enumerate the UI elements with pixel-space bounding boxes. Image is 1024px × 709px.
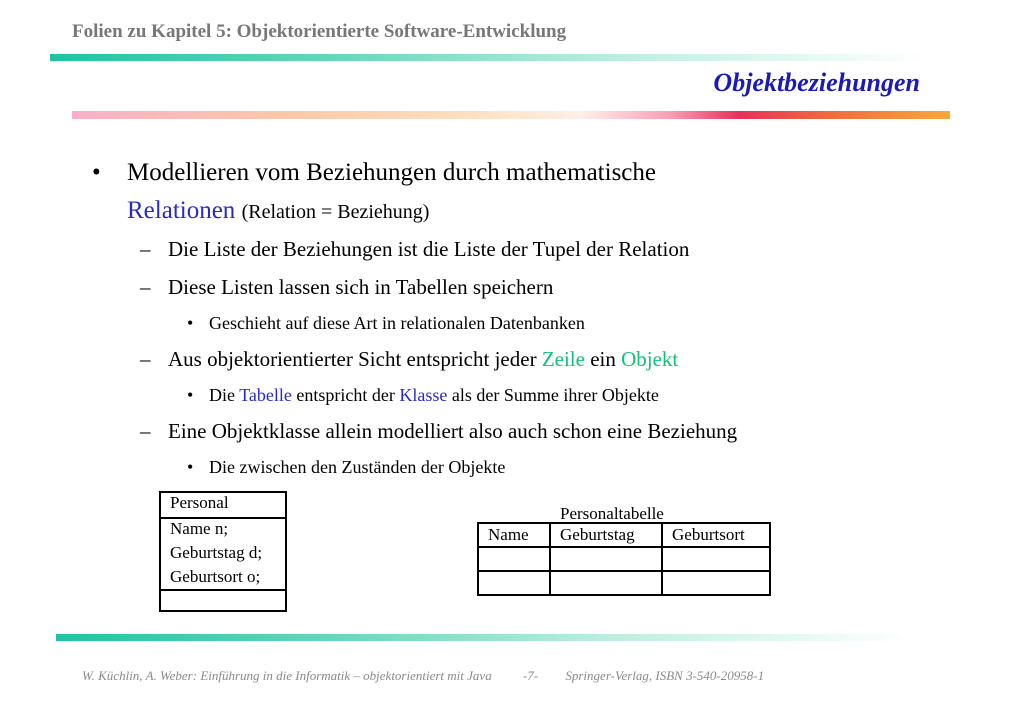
term-tabelle: Tabelle (239, 385, 292, 405)
class-divider (161, 589, 285, 591)
sub-sub-bullet-3: Die zwischen den Zuständen der Objekte (209, 457, 506, 477)
table-header-cell: Geburtstag (550, 523, 662, 547)
term-objekt: Objekt (621, 347, 679, 371)
class-name: Personal (170, 493, 229, 512)
term-klasse: Klasse (399, 385, 448, 405)
table-cell (478, 547, 550, 571)
table-row (478, 547, 770, 571)
bullet-marker: • (187, 385, 194, 405)
bullet-1-line-1 (127, 154, 656, 192)
table-header-cell: Geburtsort (662, 523, 770, 547)
table-cell (662, 547, 770, 571)
class-attribute: Geburtstag d; (170, 543, 263, 562)
footer-gradient-bar (56, 634, 910, 641)
bullet-1-paren: (Relation = Beziehung) (241, 201, 430, 223)
sub-bullet-3-ein: ein (590, 347, 616, 371)
sub-bullet-2: Diese Listen lassen sich in Tabellen speichern (168, 275, 554, 299)
dash-marker: – (140, 275, 151, 299)
term-relationen: Relationen (127, 197, 236, 224)
class-attribute: Geburtsort o; (170, 567, 261, 586)
slide-title: Objektbeziehungen (713, 68, 920, 97)
sub-sub-bullet-1: Geschieht auf diese Art in relationalen Datenbanken (209, 313, 585, 333)
header-gradient-bar (50, 54, 930, 61)
footer-citation: W. Küchlin, A. Weber: Einführung in die Informatik – objektorientiert mit Java (82, 668, 492, 683)
table-cell (550, 571, 662, 595)
table-row (478, 571, 770, 595)
sub-bullet-4: Eine Objektklasse allein modelliert also auch schon eine Beziehung (168, 419, 738, 443)
bullet-1-line-2 (127, 192, 429, 231)
sub-bullet-3 (168, 341, 678, 377)
sub-sub-2-die: Die (209, 385, 235, 405)
dash-marker: – (140, 419, 151, 443)
table-cell (662, 571, 770, 595)
dash-marker: – (140, 347, 151, 371)
header-title: Folien zu Kapitel 5: Objektorientierte Software-Entwicklung (72, 21, 567, 42)
table-cell (478, 571, 550, 595)
title-gradient-bar (72, 111, 950, 119)
table-caption: Personaltabelle (560, 504, 664, 523)
class-attribute: Name n; (170, 519, 229, 538)
bullet-marker: • (187, 457, 194, 477)
table-header-row (478, 523, 770, 547)
bullet-1-text: Modellieren vom Beziehungen durch mathematische (127, 159, 656, 186)
dash-marker: – (140, 237, 151, 261)
table-cell (550, 547, 662, 571)
table-header-cell: Name (478, 523, 550, 547)
term-zeile: Zeile (541, 347, 585, 371)
personal-table (477, 522, 771, 596)
sub-sub-2-end: als der Summe ihrer Objekte (451, 385, 659, 405)
sub-sub-bullet-2 (209, 380, 659, 410)
bullet-marker: • (92, 159, 101, 186)
footer (82, 668, 764, 684)
footer-page-number: -7- (522, 668, 539, 683)
sub-sub-2-mid: entspricht der (296, 385, 395, 405)
sub-bullet-3-text: Aus objektorientierter Sicht entspricht jeder (168, 347, 537, 371)
bullet-marker: • (187, 313, 194, 333)
sub-bullet-1: Die Liste der Beziehungen ist die Liste der Tupel der Relation (168, 237, 690, 261)
footer-publisher: Springer-Verlag, ISBN 3-540-20958-1 (565, 668, 765, 683)
